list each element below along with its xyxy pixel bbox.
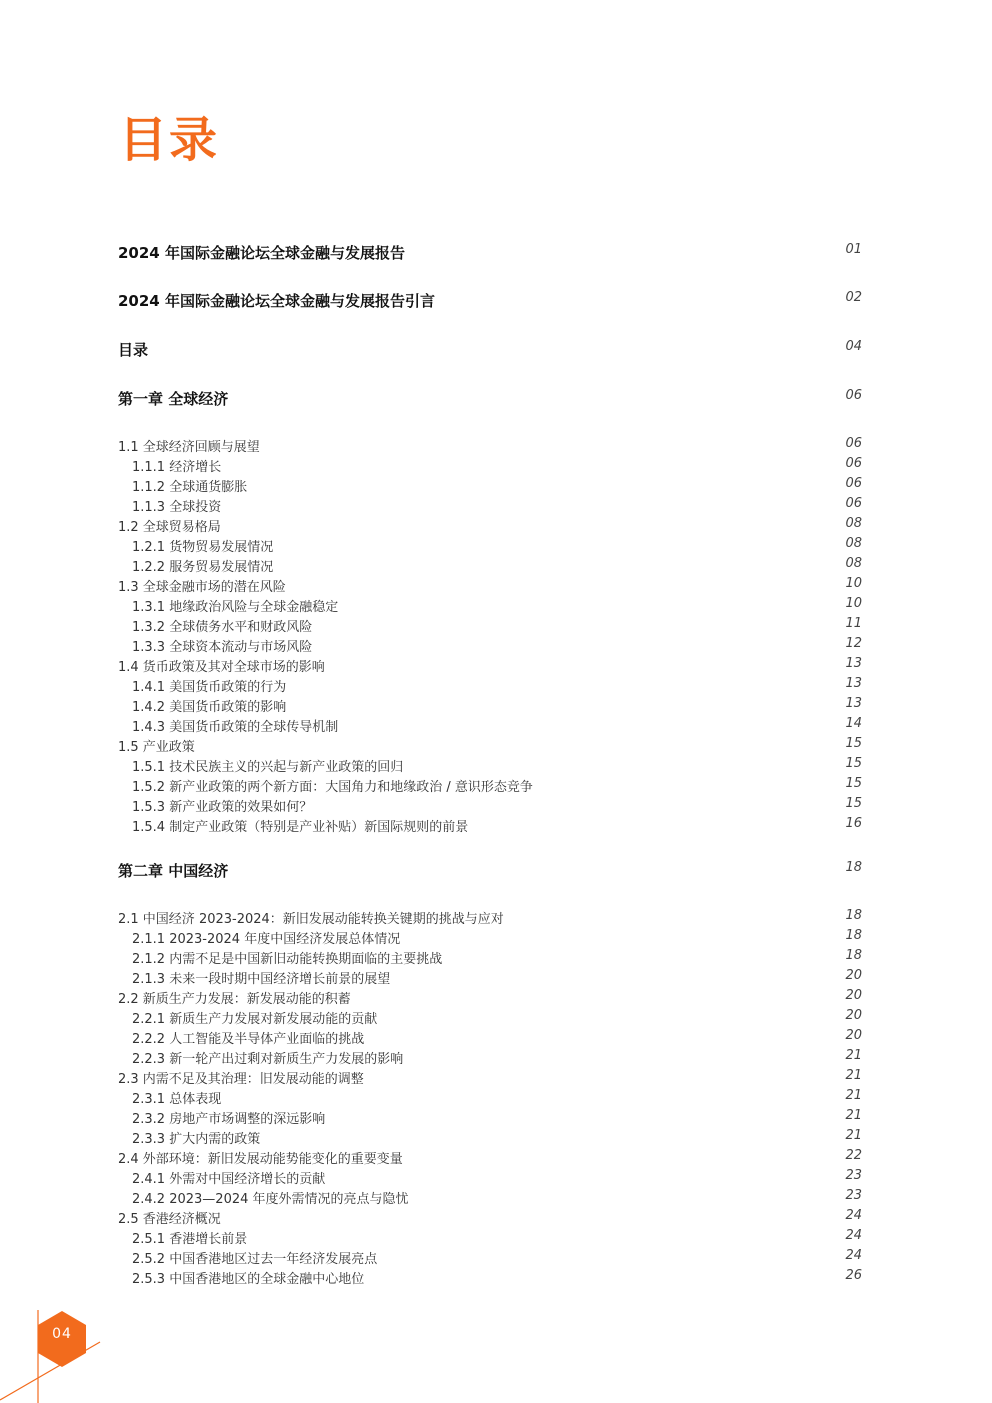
- toc-entry-label: 1.3.1 地缘政治风险与全球金融稳定: [132, 600, 339, 615]
- toc-entry-label: 2.3.1 总体表现: [132, 1092, 222, 1107]
- toc-entry[interactable]: [118, 1208, 862, 1230]
- toc-entry-page: 22: [845, 1148, 862, 1163]
- toc-entry-page: 23: [845, 1188, 862, 1203]
- toc-entry-page: 15: [845, 796, 862, 811]
- toc-entry-page: 13: [845, 656, 862, 671]
- toc-entry-label: 1.1.3 全球投资: [132, 500, 222, 515]
- toc-entry-label: 2.2 新质生产力发展：新发展动能的积蓄: [118, 992, 351, 1007]
- toc-entry-page: 21: [845, 1068, 862, 1083]
- toc-entry[interactable]: [118, 1108, 862, 1130]
- toc-entry-page: 15: [845, 736, 862, 751]
- toc-entry[interactable]: [118, 436, 862, 458]
- toc-entry-label: 1.2.1 货物贸易发展情况: [132, 540, 274, 555]
- toc-entry[interactable]: [118, 1048, 862, 1070]
- toc-entry-label: 1.5 产业政策: [118, 740, 195, 755]
- toc-entry-label: 目录: [118, 341, 149, 359]
- toc-entry[interactable]: [118, 1068, 862, 1090]
- toc-entry-label: 2.4 外部环境：新旧发展动能势能变化的重要变量: [118, 1152, 403, 1167]
- toc-entry-label: 2.1.1 2023-2024 年度中国经济发展总体情况: [132, 932, 401, 947]
- toc-entry[interactable]: [118, 339, 862, 361]
- toc-entry-label: 1.1.1 经济增长: [132, 460, 222, 475]
- toc-entry[interactable]: [118, 776, 862, 798]
- toc-entry-page: 08: [845, 556, 862, 571]
- toc-entry[interactable]: [118, 1228, 862, 1250]
- toc-entry-page: 08: [845, 516, 862, 531]
- page-corner-decoration: [0, 1300, 120, 1403]
- toc-entry-label: 第一章 全球经济: [118, 390, 229, 408]
- toc-entry-page: 24: [845, 1248, 862, 1263]
- toc-entry-label: 1.2 全球贸易格局: [118, 520, 221, 535]
- toc-entry[interactable]: [118, 516, 862, 538]
- toc-entry[interactable]: [118, 290, 862, 312]
- toc-entry-page: 24: [845, 1228, 862, 1243]
- toc-entry-page: 15: [845, 776, 862, 791]
- toc-entry-label: 2.1.3 未来一段时期中国经济增长前景的展望: [132, 972, 391, 987]
- toc-entry-label: 2.5.1 香港增长前景: [132, 1232, 248, 1247]
- toc-entry-page: 21: [845, 1048, 862, 1063]
- toc-entry-page: 06: [845, 456, 862, 471]
- toc-entry-label: 2.3 内需不足及其治理：旧发展动能的调整: [118, 1072, 364, 1087]
- toc-entry-page: 20: [845, 1008, 862, 1023]
- toc-entry[interactable]: [118, 1188, 862, 1210]
- toc-entry-label: 1.5.2 新产业政策的两个新方面：大国角力和地缘政治 / 意识形态竞争: [132, 780, 533, 795]
- toc-entry-label: 2.4.2 2023—2024 年度外需情况的亮点与隐忧: [132, 1192, 409, 1207]
- toc-entry-label: 1.4 货币政策及其对全球市场的影响: [118, 660, 325, 675]
- toc-entry[interactable]: [118, 948, 862, 970]
- toc-entry-page: 13: [845, 676, 862, 691]
- toc-entry-label: 1.3.3 全球资本流动与市场风险: [132, 640, 313, 655]
- toc-entry[interactable]: [118, 536, 862, 558]
- toc-entry[interactable]: [118, 1128, 862, 1150]
- toc-entry[interactable]: [118, 860, 862, 882]
- toc-entry-label: 2.3.2 房地产市场调整的深远影响: [132, 1112, 326, 1127]
- toc-entry-label: 1.5.3 新产业政策的效果如何？: [132, 800, 313, 815]
- toc-entry-label: 1.4.3 美国货币政策的全球传导机制: [132, 720, 339, 735]
- toc-entry[interactable]: [118, 656, 862, 678]
- toc-entry-label: 1.4.1 美国货币政策的行为: [132, 680, 287, 695]
- toc-entry-label: 2.2.1 新质生产力发展对新发展动能的贡献: [132, 1012, 378, 1027]
- toc-entry[interactable]: [118, 696, 862, 718]
- toc-entry-label: 2.2.2 人工智能及半导体产业面临的挑战: [132, 1032, 365, 1047]
- toc-entry-page: 18: [845, 948, 862, 963]
- toc-entry-page: 10: [845, 576, 862, 591]
- toc-entry-page: 06: [845, 476, 862, 491]
- toc-entry-label: 1.5.4 制定产业政策（特别是产业补贴）新国际规则的前景: [132, 820, 469, 835]
- toc-entry[interactable]: [118, 616, 862, 638]
- toc-entry[interactable]: [118, 476, 862, 498]
- toc-entry-page: 13: [845, 696, 862, 711]
- toc-entry-label: 1.3 全球金融市场的潜在风险: [118, 580, 286, 595]
- toc-entry-label: 1.1 全球经济回顾与展望: [118, 440, 260, 455]
- toc-entry-page: 20: [845, 988, 862, 1003]
- toc-entry[interactable]: [118, 1248, 862, 1270]
- toc-entry[interactable]: [118, 676, 862, 698]
- toc-entry-label: 2.5 香港经济概况: [118, 1212, 221, 1227]
- toc-entry-page: 18: [845, 860, 862, 875]
- toc-entry-label: 第二章 中国经济: [118, 862, 229, 880]
- toc-entry-page: 21: [845, 1108, 862, 1123]
- toc-entry-page: 23: [845, 1168, 862, 1183]
- toc-entry-label: 2.1 中国经济 2023-2024：新旧发展动能转换关键期的挑战与应对: [118, 912, 504, 927]
- toc-entry[interactable]: [118, 736, 862, 758]
- toc-entry-label: 1.3.2 全球债务水平和财政风险: [132, 620, 313, 635]
- toc-entry-label: 1.1.2 全球通货膨胀: [132, 480, 248, 495]
- toc-entry[interactable]: [118, 968, 862, 990]
- toc-entry[interactable]: [118, 596, 862, 618]
- toc-entry-page: 01: [845, 242, 862, 257]
- toc-entry[interactable]: [118, 988, 862, 1010]
- toc-entry[interactable]: [118, 1088, 862, 1110]
- toc-entry-page: 20: [845, 968, 862, 983]
- toc-entry[interactable]: [118, 242, 862, 264]
- toc-entry[interactable]: [118, 716, 862, 738]
- toc-entry-page: 15: [845, 756, 862, 771]
- toc-entry-page: 10: [845, 596, 862, 611]
- toc-entry[interactable]: [118, 388, 862, 410]
- toc-entry-page: 16: [845, 816, 862, 831]
- toc-entry-label: 2.4.1 外需对中国经济增长的贡献: [132, 1172, 326, 1187]
- toc-entry[interactable]: [118, 496, 862, 518]
- toc-entry-page: 24: [845, 1208, 862, 1223]
- toc-entry-label: 2.5.2 中国香港地区过去一年经济发展亮点: [132, 1252, 378, 1267]
- toc-entry[interactable]: [118, 908, 862, 930]
- toc-entry-page: 11: [845, 616, 862, 631]
- toc-entry-label: 1.5.1 技术民族主义的兴起与新产业政策的回归: [132, 760, 404, 775]
- toc-entry-page: 08: [845, 536, 862, 551]
- toc-entry[interactable]: [118, 1028, 862, 1050]
- toc-entry[interactable]: [118, 816, 862, 838]
- toc-entry-page: 18: [845, 908, 862, 923]
- toc-entry[interactable]: [118, 796, 862, 818]
- toc-entry-page: 06: [845, 388, 862, 403]
- toc-entry[interactable]: [118, 1148, 862, 1170]
- toc-entry[interactable]: [118, 1168, 862, 1190]
- toc-entry-page: 06: [845, 436, 862, 451]
- toc-entry-label: 2.2.3 新一轮产出过剩对新质生产力发展的影响: [132, 1052, 404, 1067]
- toc-entry[interactable]: [118, 1008, 862, 1030]
- toc-entry-page: 20: [845, 1028, 862, 1043]
- toc-entry[interactable]: [118, 756, 862, 778]
- toc-entry-page: 21: [845, 1088, 862, 1103]
- toc-entry-page: 02: [845, 290, 862, 305]
- toc-entry-page: 26: [845, 1268, 862, 1283]
- toc-entry-label: 2.3.3 扩大内需的政策: [132, 1132, 261, 1147]
- toc-entry-page: 14: [845, 716, 862, 731]
- toc-entry-page: 04: [845, 339, 862, 354]
- toc-entry[interactable]: [118, 456, 862, 478]
- toc-entry-label: 1.4.2 美国货币政策的影响: [132, 700, 287, 715]
- page-title: 目录: [119, 112, 220, 168]
- toc-entry[interactable]: [118, 636, 862, 658]
- page-number: 04: [52, 1326, 72, 1342]
- toc-entry-page: 12: [845, 636, 862, 651]
- toc-entry-label: 2.5.3 中国香港地区的全球金融中心地位: [132, 1272, 365, 1287]
- toc-entry[interactable]: [118, 928, 862, 950]
- toc-entry-label: 2.1.2 内需不足是中国新旧动能转换期面临的主要挑战: [132, 952, 443, 967]
- toc-entry[interactable]: [118, 1268, 862, 1290]
- toc-entry-page: 18: [845, 928, 862, 943]
- toc-entry-label: 1.2.2 服务贸易发展情况: [132, 560, 274, 575]
- toc-entry-page: 06: [845, 496, 862, 511]
- toc-entry-label: 2024 年国际金融论坛全球金融与发展报告: [118, 244, 405, 262]
- toc-entry-page: 21: [845, 1128, 862, 1143]
- toc-entry-label: 2024 年国际金融论坛全球金融与发展报告引言: [118, 292, 435, 310]
- toc-entry[interactable]: [118, 576, 862, 598]
- toc-entry[interactable]: [118, 556, 862, 578]
